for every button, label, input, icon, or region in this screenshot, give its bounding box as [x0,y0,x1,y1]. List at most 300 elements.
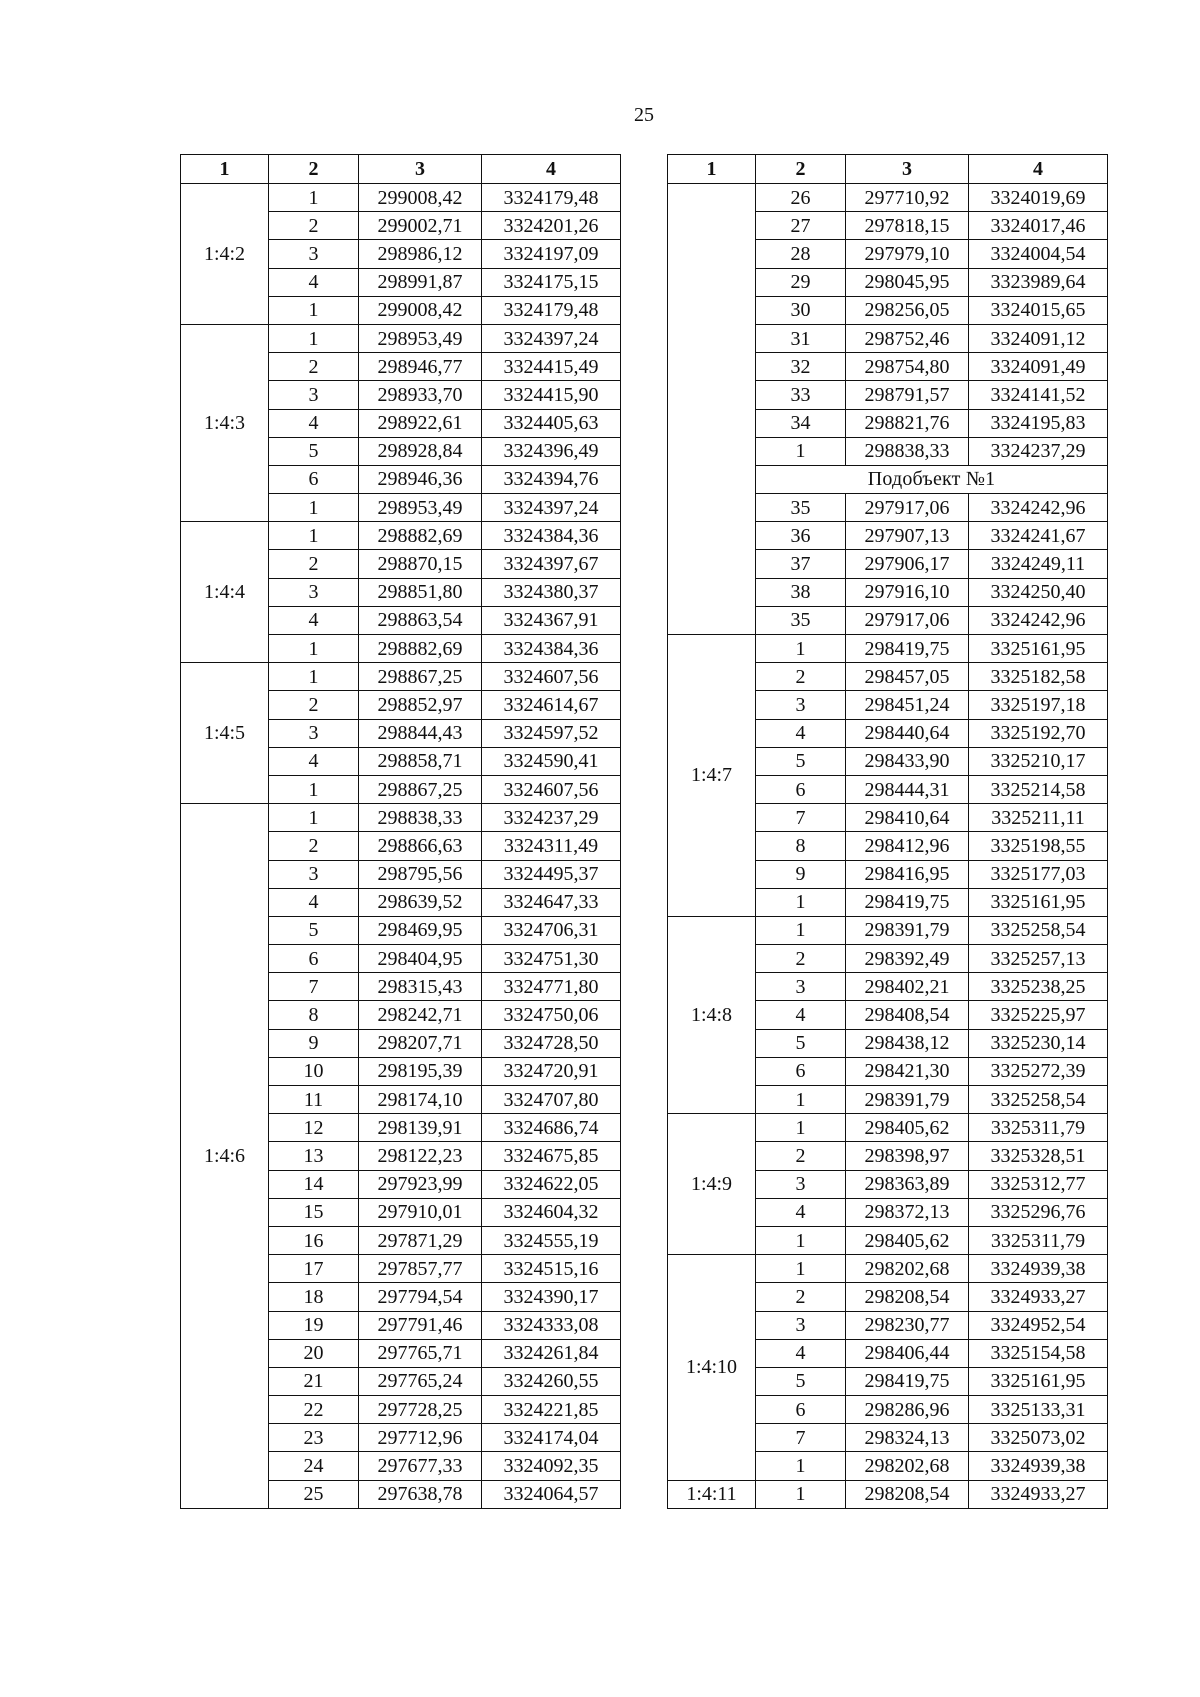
point-number-cell: 3 [269,578,359,606]
x-coordinate-cell: 298858,71 [359,747,482,775]
y-coordinate-cell: 3324607,56 [482,663,621,691]
column-header: 3 [359,155,482,184]
column-header: 1 [668,155,756,184]
y-coordinate-cell: 3325258,54 [969,1086,1108,1114]
x-coordinate-cell: 298838,33 [359,804,482,832]
x-coordinate-cell: 298870,15 [359,550,482,578]
y-coordinate-cell: 3325133,31 [969,1396,1108,1424]
x-coordinate-cell: 298324,13 [846,1424,969,1452]
point-number-cell: 19 [269,1311,359,1339]
y-coordinate-cell: 3324397,67 [482,550,621,578]
x-coordinate-cell: 298208,54 [846,1480,969,1508]
point-number-cell: 4 [269,747,359,775]
table-row [668,1480,1108,1508]
point-number-cell: 4 [269,409,359,437]
y-coordinate-cell: 3324590,41 [482,747,621,775]
point-number-cell: 1 [756,1452,846,1480]
point-number-cell: 21 [269,1367,359,1395]
point-number-cell: 26 [756,184,846,212]
table-row [181,324,621,352]
x-coordinate-cell: 297710,92 [846,184,969,212]
parcel-number-cell: 1:4:4 [181,522,269,663]
y-coordinate-cell: 3324939,38 [969,1452,1108,1480]
x-coordinate-cell: 298752,46 [846,324,969,352]
point-number-cell: 4 [756,1339,846,1367]
x-coordinate-cell: 298882,69 [359,635,482,663]
y-coordinate-cell: 3325192,70 [969,719,1108,747]
y-coordinate-cell: 3324311,49 [482,832,621,860]
x-coordinate-cell: 297765,71 [359,1339,482,1367]
x-coordinate-cell: 297923,99 [359,1170,482,1198]
x-coordinate-cell: 298754,80 [846,353,969,381]
point-number-cell: 6 [756,1396,846,1424]
y-coordinate-cell: 3323989,64 [969,268,1108,296]
x-coordinate-cell: 298838,33 [846,437,969,465]
y-coordinate-cell: 3324686,74 [482,1114,621,1142]
x-coordinate-cell: 298230,77 [846,1311,969,1339]
point-number-cell: 7 [269,973,359,1001]
y-coordinate-cell: 3324175,15 [482,268,621,296]
table-row [668,184,1108,212]
point-number-cell: 3 [269,719,359,747]
x-coordinate-cell: 298433,90 [846,747,969,775]
point-number-cell: 34 [756,409,846,437]
x-coordinate-cell: 298444,31 [846,775,969,803]
y-coordinate-cell: 3325154,58 [969,1339,1108,1367]
y-coordinate-cell: 3324221,85 [482,1396,621,1424]
y-coordinate-cell: 3324367,91 [482,606,621,634]
y-coordinate-cell: 3324707,80 [482,1086,621,1114]
point-number-cell: 27 [756,212,846,240]
y-coordinate-cell: 3325073,02 [969,1424,1108,1452]
y-coordinate-cell: 3324771,80 [482,973,621,1001]
point-number-cell: 11 [269,1086,359,1114]
x-coordinate-cell: 298457,05 [846,663,969,691]
parcel-number-cell: 1:4:10 [668,1255,756,1481]
point-number-cell: 6 [756,775,846,803]
point-number-cell: 1 [756,1114,846,1142]
x-coordinate-cell: 298202,68 [846,1452,969,1480]
point-number-cell: 2 [756,1283,846,1311]
y-coordinate-cell: 3324397,24 [482,494,621,522]
point-number-cell: 4 [269,606,359,634]
x-coordinate-cell: 298946,36 [359,465,482,493]
point-number-cell: 5 [269,916,359,944]
x-coordinate-cell: 298315,43 [359,973,482,1001]
y-coordinate-cell: 3324261,84 [482,1339,621,1367]
x-coordinate-cell: 298882,69 [359,522,482,550]
x-coordinate-cell: 298419,75 [846,888,969,916]
x-coordinate-cell: 297917,06 [846,606,969,634]
y-coordinate-cell: 3324555,19 [482,1226,621,1254]
point-number-cell: 1 [269,522,359,550]
x-coordinate-cell: 298256,05 [846,296,969,324]
point-number-cell: 9 [269,1029,359,1057]
point-number-cell: 1 [756,1086,846,1114]
point-number-cell: 13 [269,1142,359,1170]
y-coordinate-cell: 3324004,54 [969,240,1108,268]
x-coordinate-cell: 298852,97 [359,691,482,719]
x-coordinate-cell: 298416,95 [846,860,969,888]
x-coordinate-cell: 297765,24 [359,1367,482,1395]
point-number-cell: 2 [756,1142,846,1170]
point-number-cell: 4 [269,888,359,916]
y-coordinate-cell: 3324706,31 [482,916,621,944]
x-coordinate-cell: 298404,95 [359,945,482,973]
y-coordinate-cell: 3324750,06 [482,1001,621,1029]
y-coordinate-cell: 3324237,29 [482,804,621,832]
y-coordinate-cell: 3324017,46 [969,212,1108,240]
point-number-cell: 5 [756,1029,846,1057]
point-number-cell: 3 [269,381,359,409]
x-coordinate-cell: 298410,64 [846,804,969,832]
x-coordinate-cell: 298372,13 [846,1198,969,1226]
point-number-cell: 3 [756,691,846,719]
point-number-cell: 1 [756,437,846,465]
point-number-cell: 31 [756,324,846,352]
x-coordinate-cell: 298953,49 [359,494,482,522]
y-coordinate-cell: 3324384,36 [482,635,621,663]
x-coordinate-cell: 297906,17 [846,550,969,578]
y-coordinate-cell: 3324195,83 [969,409,1108,437]
point-number-cell: 7 [756,1424,846,1452]
y-coordinate-cell: 3324622,05 [482,1170,621,1198]
x-coordinate-cell: 298139,91 [359,1114,482,1142]
point-number-cell: 4 [756,719,846,747]
y-coordinate-cell: 3324396,49 [482,437,621,465]
x-coordinate-cell: 297794,54 [359,1283,482,1311]
point-number-cell: 1 [756,635,846,663]
x-coordinate-cell: 298438,12 [846,1029,969,1057]
x-coordinate-cell: 298953,49 [359,324,482,352]
point-number-cell: 4 [756,1001,846,1029]
y-coordinate-cell: 3324064,57 [482,1480,621,1508]
y-coordinate-cell: 3325211,11 [969,804,1108,832]
point-number-cell: 36 [756,522,846,550]
x-coordinate-cell: 298991,87 [359,268,482,296]
y-coordinate-cell: 3324614,67 [482,691,621,719]
y-coordinate-cell: 3324384,36 [482,522,621,550]
x-coordinate-cell: 299008,42 [359,184,482,212]
table-row [668,1255,1108,1283]
table-row [181,184,621,212]
point-number-cell: 29 [756,268,846,296]
x-coordinate-cell: 298451,24 [846,691,969,719]
table-row [668,916,1108,944]
table-row [668,635,1108,663]
point-number-cell: 15 [269,1198,359,1226]
y-coordinate-cell: 3324397,24 [482,324,621,352]
x-coordinate-cell: 298946,77 [359,353,482,381]
point-number-cell: 5 [269,437,359,465]
y-coordinate-cell: 3325296,76 [969,1198,1108,1226]
x-coordinate-cell: 298208,54 [846,1283,969,1311]
x-coordinate-cell: 297871,29 [359,1226,482,1254]
point-number-cell: 8 [269,1001,359,1029]
y-coordinate-cell: 3324241,67 [969,522,1108,550]
x-coordinate-cell: 298986,12 [359,240,482,268]
x-coordinate-cell: 298844,43 [359,719,482,747]
point-number-cell: 1 [269,635,359,663]
y-coordinate-cell: 3325311,79 [969,1114,1108,1142]
x-coordinate-cell: 298122,23 [359,1142,482,1170]
point-number-cell: 1 [756,1480,846,1508]
point-number-cell: 12 [269,1114,359,1142]
y-coordinate-cell: 3324933,27 [969,1480,1108,1508]
point-number-cell: 4 [756,1198,846,1226]
y-coordinate-cell: 3325161,95 [969,888,1108,916]
y-coordinate-cell: 3324415,49 [482,353,621,381]
y-coordinate-cell: 3325225,97 [969,1001,1108,1029]
point-number-cell: 1 [756,888,846,916]
y-coordinate-cell: 3324242,96 [969,494,1108,522]
x-coordinate-cell: 298286,96 [846,1396,969,1424]
y-coordinate-cell: 3324179,48 [482,296,621,324]
point-number-cell: 1 [756,1226,846,1254]
y-coordinate-cell: 3324249,11 [969,550,1108,578]
coordinates-table-right [667,154,1108,1509]
y-coordinate-cell: 3324015,65 [969,296,1108,324]
point-number-cell: 1 [269,296,359,324]
x-coordinate-cell: 298408,54 [846,1001,969,1029]
y-coordinate-cell: 3324091,12 [969,324,1108,352]
table-header-row [181,155,621,184]
y-coordinate-cell: 3325161,95 [969,1367,1108,1395]
point-number-cell: 6 [269,945,359,973]
point-number-cell: 2 [269,832,359,860]
x-coordinate-cell: 297979,10 [846,240,969,268]
parcel-number-cell: 1:4:11 [668,1480,756,1508]
point-number-cell: 3 [756,973,846,1001]
y-coordinate-cell: 3324091,49 [969,353,1108,381]
point-number-cell: 23 [269,1424,359,1452]
point-number-cell: 1 [269,184,359,212]
point-number-cell: 25 [269,1480,359,1508]
y-coordinate-cell: 3324197,09 [482,240,621,268]
y-coordinate-cell: 3325214,58 [969,775,1108,803]
y-coordinate-cell: 3325198,55 [969,832,1108,860]
y-coordinate-cell: 3324394,76 [482,465,621,493]
y-coordinate-cell: 3325328,51 [969,1142,1108,1170]
point-number-cell: 9 [756,860,846,888]
y-coordinate-cell: 3325197,18 [969,691,1108,719]
x-coordinate-cell: 298045,95 [846,268,969,296]
x-coordinate-cell: 298363,89 [846,1170,969,1198]
x-coordinate-cell: 298405,62 [846,1226,969,1254]
y-coordinate-cell: 3325312,77 [969,1170,1108,1198]
parcel-number-cell: 1:4:6 [181,804,269,1509]
y-coordinate-cell: 3325258,54 [969,916,1108,944]
x-coordinate-cell: 297677,33 [359,1452,482,1480]
point-number-cell: 10 [269,1057,359,1085]
y-coordinate-cell: 3324604,32 [482,1198,621,1226]
point-number-cell: 2 [269,353,359,381]
x-coordinate-cell: 298867,25 [359,775,482,803]
x-coordinate-cell: 298821,76 [846,409,969,437]
parcel-number-cell: 1:4:3 [181,324,269,521]
point-number-cell: 18 [269,1283,359,1311]
y-coordinate-cell: 3324728,50 [482,1029,621,1057]
point-number-cell: 35 [756,494,846,522]
point-number-cell: 17 [269,1255,359,1283]
x-coordinate-cell: 298421,30 [846,1057,969,1085]
point-number-cell: 24 [269,1452,359,1480]
y-coordinate-cell: 3325238,25 [969,973,1108,1001]
y-coordinate-cell: 3324647,33 [482,888,621,916]
y-coordinate-cell: 3324751,30 [482,945,621,973]
y-coordinate-cell: 3324242,96 [969,606,1108,634]
x-coordinate-cell: 298419,75 [846,1367,969,1395]
point-number-cell: 8 [756,832,846,860]
point-number-cell: 2 [269,691,359,719]
y-coordinate-cell: 3324174,04 [482,1424,621,1452]
y-coordinate-cell: 3324141,52 [969,381,1108,409]
point-number-cell: 3 [269,240,359,268]
y-coordinate-cell: 3324933,27 [969,1283,1108,1311]
x-coordinate-cell: 299008,42 [359,296,482,324]
x-coordinate-cell: 298174,10 [359,1086,482,1114]
point-number-cell: 33 [756,381,846,409]
x-coordinate-cell: 298406,44 [846,1339,969,1367]
x-coordinate-cell: 298207,71 [359,1029,482,1057]
x-coordinate-cell: 298391,79 [846,916,969,944]
table-row [181,804,621,832]
x-coordinate-cell: 298402,21 [846,973,969,1001]
y-coordinate-cell: 3324720,91 [482,1057,621,1085]
y-coordinate-cell: 3324405,63 [482,409,621,437]
table-row [668,1114,1108,1142]
y-coordinate-cell: 3324597,52 [482,719,621,747]
y-coordinate-cell: 3324092,35 [482,1452,621,1480]
point-number-cell: 5 [756,1367,846,1395]
x-coordinate-cell: 298795,56 [359,860,482,888]
x-coordinate-cell: 297917,06 [846,494,969,522]
y-coordinate-cell: 3325161,95 [969,635,1108,663]
x-coordinate-cell: 298391,79 [846,1086,969,1114]
y-coordinate-cell: 3324250,40 [969,578,1108,606]
point-number-cell: 3 [756,1170,846,1198]
column-header: 4 [482,155,621,184]
point-number-cell: 1 [269,494,359,522]
x-coordinate-cell: 298928,84 [359,437,482,465]
point-number-cell: 3 [756,1311,846,1339]
y-coordinate-cell: 3324380,37 [482,578,621,606]
point-number-cell: 7 [756,804,846,832]
x-coordinate-cell: 298419,75 [846,635,969,663]
parcel-number-cell: 1:4:9 [668,1114,756,1255]
point-number-cell: 3 [269,860,359,888]
table-row [181,663,621,691]
column-header: 2 [269,155,359,184]
y-coordinate-cell: 3325177,03 [969,860,1108,888]
point-number-cell: 37 [756,550,846,578]
point-number-cell: 1 [269,663,359,691]
x-coordinate-cell: 298398,97 [846,1142,969,1170]
parcel-number-cell: 1:4:8 [668,916,756,1113]
x-coordinate-cell: 297791,46 [359,1311,482,1339]
x-coordinate-cell: 298791,57 [846,381,969,409]
point-number-cell: 6 [269,465,359,493]
parcel-number-cell: 1:4:2 [181,184,269,325]
point-number-cell: 35 [756,606,846,634]
x-coordinate-cell: 298412,96 [846,832,969,860]
x-coordinate-cell: 297712,96 [359,1424,482,1452]
subobject-heading: Подобъект №1 [756,465,1108,493]
column-header: 4 [969,155,1108,184]
y-coordinate-cell: 3324515,16 [482,1255,621,1283]
point-number-cell: 4 [269,268,359,296]
point-number-cell: 5 [756,747,846,775]
x-coordinate-cell: 298639,52 [359,888,482,916]
x-coordinate-cell: 297910,01 [359,1198,482,1226]
point-number-cell: 30 [756,296,846,324]
page-number: 25 [634,104,654,126]
y-coordinate-cell: 3324390,17 [482,1283,621,1311]
point-number-cell: 6 [756,1057,846,1085]
point-number-cell: 38 [756,578,846,606]
point-number-cell: 28 [756,240,846,268]
x-coordinate-cell: 298405,62 [846,1114,969,1142]
y-coordinate-cell: 3324939,38 [969,1255,1108,1283]
point-number-cell: 1 [756,916,846,944]
x-coordinate-cell: 298933,70 [359,381,482,409]
y-coordinate-cell: 3325182,58 [969,663,1108,691]
x-coordinate-cell: 297818,15 [846,212,969,240]
x-coordinate-cell: 298851,80 [359,578,482,606]
x-coordinate-cell: 297916,10 [846,578,969,606]
x-coordinate-cell: 298922,61 [359,409,482,437]
point-number-cell: 2 [756,663,846,691]
point-number-cell: 1 [269,804,359,832]
y-coordinate-cell: 3324201,26 [482,212,621,240]
x-coordinate-cell: 298863,54 [359,606,482,634]
y-coordinate-cell: 3325230,14 [969,1029,1108,1057]
column-header: 1 [181,155,269,184]
y-coordinate-cell: 3325272,39 [969,1057,1108,1085]
coordinates-table-left [180,154,621,1509]
y-coordinate-cell: 3324237,29 [969,437,1108,465]
point-number-cell: 1 [756,1255,846,1283]
x-coordinate-cell: 297907,13 [846,522,969,550]
point-number-cell: 32 [756,353,846,381]
point-number-cell: 1 [269,324,359,352]
point-number-cell: 22 [269,1396,359,1424]
point-number-cell: 2 [269,212,359,240]
y-coordinate-cell: 3325311,79 [969,1226,1108,1254]
point-number-cell: 2 [269,550,359,578]
table-header-row [668,155,1108,184]
y-coordinate-cell: 3324260,55 [482,1367,621,1395]
x-coordinate-cell: 298242,71 [359,1001,482,1029]
y-coordinate-cell: 3324333,08 [482,1311,621,1339]
y-coordinate-cell: 3324607,56 [482,775,621,803]
y-coordinate-cell: 3324179,48 [482,184,621,212]
parcel-number-cell: 1:4:5 [181,663,269,804]
x-coordinate-cell: 298195,39 [359,1057,482,1085]
y-coordinate-cell: 3324495,37 [482,860,621,888]
x-coordinate-cell: 299002,71 [359,212,482,240]
y-coordinate-cell: 3325210,17 [969,747,1108,775]
point-number-cell: 2 [756,945,846,973]
point-number-cell: 1 [269,775,359,803]
y-coordinate-cell: 3324952,54 [969,1311,1108,1339]
point-number-cell: 20 [269,1339,359,1367]
column-header: 2 [756,155,846,184]
column-header: 3 [846,155,969,184]
x-coordinate-cell: 298469,95 [359,916,482,944]
x-coordinate-cell: 298440,64 [846,719,969,747]
x-coordinate-cell: 297728,25 [359,1396,482,1424]
